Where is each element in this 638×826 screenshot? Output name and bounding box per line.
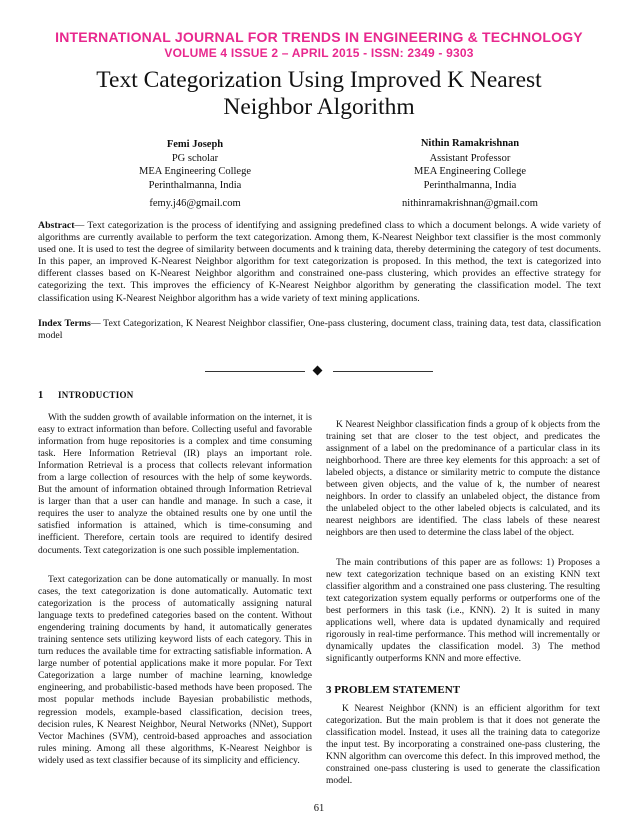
abstract-text: — Text categorization is the process of identifying and assigning predefined class to which a document belongs. A wide variety of algorithms are currently available to perform the text categorization. Among them, K-Nearest Neighbor text classifier is the most commonly used one. It is used to test the degree of similarity between documents and k training data, thereby determining the category of test documents. In this paper, an improved K-Nearest Neighbor algorithm for text categorization is proposed. In this method, the text is categorized into different classes based on K-Nearest Neighbor algorithm and constrained one-pass clustering, which provides an effective strategy for categorizing the text. This improves the efficiency of K-Nearest Neighbor algorithm by generating the classification model. The text classification using K-Nearest Neighbor algorithm has a wide variety of text mining applications. bbox=[38, 220, 601, 304]
paper-title bbox=[40, 67, 598, 121]
paragraph-text: K Nearest Neighbor (KNN) is an efficient algorithm for text categorization. But the main problem is that it does not generate the classification model. Instead, it uses all the training data to categorize the input test. By incorporating a constrained one-pass clustering, the KNN algorithm can overcome this defect. In this improved method, the constrained one-pass clustering is used to generate the classification model. bbox=[326, 704, 600, 787]
abstract bbox=[38, 220, 601, 305]
page-number: 61 bbox=[313, 803, 325, 814]
intro-paragraph-1 bbox=[38, 412, 312, 557]
separator-line-right bbox=[333, 371, 433, 372]
author-block-2 bbox=[370, 137, 570, 211]
index-terms-text: — Text Categorization, K Nearest Neighbor classifier, One-pass clustering, document class, training data, test data, classification model bbox=[38, 318, 601, 342]
author-name: Nithin Ramakrishnan bbox=[420, 138, 520, 149]
section-heading-introduction bbox=[38, 390, 134, 401]
author-location: Perinthalmanna, India bbox=[148, 179, 242, 191]
index-terms bbox=[38, 318, 601, 342]
author-email: femy.j46@gmail.com bbox=[149, 198, 241, 209]
author-position: PG scholar bbox=[171, 152, 219, 164]
paper-title-line-1: Text Categorization Using Improved K Nearest bbox=[96, 67, 542, 93]
problem-statement-paragraph bbox=[326, 703, 600, 787]
separator-line-left bbox=[205, 371, 305, 372]
paragraph-text: K Nearest Neighbor classification finds a group of k objects from the training set that are closer to the test object, and predicates the assignment of a label on the predominance of a particular class in its neighborhood. There are three key elements for this approach: a set of labeled objects, a distance or similarity metric to compute the distance between given objects, and the value of k, the number of nearest neighbors. In order to classify an unlabeled object, the distance from the unlabeled object to the other labeled objects is calculated, and its nearest neighbors are identified. The class labels of these nearest neighbors are then used to determine the class label of the object. bbox=[326, 420, 600, 539]
journal-title: INTERNATIONAL JOURNAL FOR TRENDS IN ENGINEERING & TECHNOLOGY bbox=[55, 29, 583, 45]
author-institution: MEA Engineering College bbox=[139, 166, 251, 177]
author-email: nithinramakrishnan@gmail.com bbox=[402, 198, 538, 209]
section-title: INTRODUCTION bbox=[58, 390, 134, 400]
author-block-1 bbox=[100, 138, 290, 211]
intro-paragraph-4 bbox=[326, 557, 600, 665]
abstract-label: Abstract bbox=[38, 220, 75, 231]
author-name: Femi Joseph bbox=[166, 139, 224, 150]
diamond-icon bbox=[313, 366, 323, 376]
author-location: Perinthalmanna, India bbox=[423, 179, 517, 191]
author-position: Assistant Professor bbox=[429, 152, 511, 164]
intro-paragraph-2 bbox=[38, 574, 312, 767]
section-number: 1 bbox=[38, 390, 44, 401]
paragraph-text: With the sudden growth of available information on the internet, it is easy to extract information than before. Collecting useful and favorable information from huge repositories is a complex and time consuming task. Here Information Retrieval (IR) plays an important role. Information Retrieval is a process that collects relevant information from a large collection of resources with the help of some keywords. But the amount of information obtained through Information Retrieval is larger than that a user can handle and manage. In such a case, it requires the user to analyze the obtained results one by one until the satisfied information is attained, which is time-consuming and inefficient. Therefore, certain tools are required to identify desired documents. Text categorization is one such possible implementation. bbox=[38, 413, 312, 556]
paragraph-text: Text categorization can be done automatically or manually. In most cases, the text categorization is done automatically. Automatic text categorization is the process of automatically assigning natural language texts to predefined categories based on the content. Without engendering training documents by hand, it automatically generates training sentence sets utilizing keyword lists of each category. This in turn reduces the available time for extracting satisfiable information. A large number of potential applications make it more popular. For Text Categorization a large number of machine learning, knowledge engineering, and probabilistic-based methods have been proposed. The most popular methods include Bayesian probabilistic methods, regression models, example-based classification, decision trees, decision rules, K Nearest Neighbor, Neural Networks (NNet), Support Vector Machines (SVM), centroid-based approaches and association rules mining. Among all these algorithms, K-Nearest Neighbor is widely used as text classifier because of its simplicity and efficiency. bbox=[38, 575, 312, 766]
intro-paragraph-3 bbox=[326, 419, 600, 539]
paragraph-text: The main contributions of this paper are as follows: 1) Proposes a new text categorization technique based on an existing KNN text classifier algorithm and a constrained one pass clustering. The resulting text categorization system equally performs or outperforms one of the best performers in this task (i.e., KNN). 2) It is suited in many applications well, where data is updated dynamically and required rigorously in real-time performance. This method will incrementally or dynamically updates the classification model. 3) The method significantly outperforms KNN and more effective. bbox=[326, 558, 600, 665]
paper-title-line-2: Neighbor Algorithm bbox=[223, 94, 415, 120]
section-separator bbox=[205, 366, 433, 376]
journal-volume-issue: VOLUME 4 ISSUE 2 – APRIL 2015 - ISSN: 2349 - 9303 bbox=[164, 46, 474, 60]
author-institution: MEA Engineering College bbox=[414, 166, 526, 177]
index-terms-label: Index Terms bbox=[38, 318, 91, 329]
section-heading-problem-statement: 3 PROBLEM STATEMENT bbox=[326, 684, 461, 696]
